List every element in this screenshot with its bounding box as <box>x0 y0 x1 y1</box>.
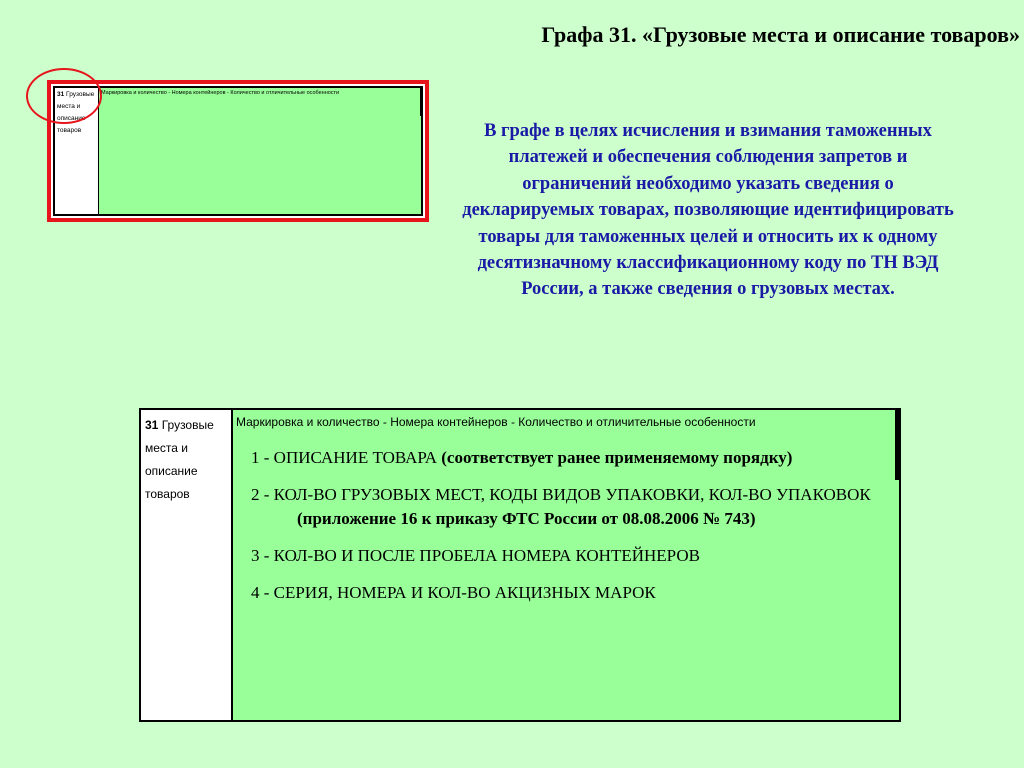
field-item-4: 4 - СЕРИЯ, НОМЕРА И КОЛ-ВО АКЦИЗНЫХ МАРОК <box>251 583 656 602</box>
highlight-circle <box>26 68 102 124</box>
slide-title: Графа 31. «Грузовые места и описание товаров» <box>541 22 1020 47</box>
field-item-1: 1 - ОПИСАНИЕ ТОВАРА (соответствует ранее применяемому порядку) <box>251 448 793 467</box>
field-content-cell <box>233 410 899 720</box>
field-item-2: 2 - КОЛ-ВО ГРУЗОВЫХ МЕСТ, КОДЫ ВИДОВ УПАКОВКИ, КОЛ-ВО УПАКОВОК (приложение 16 к приказу ФТС России от 08.08.2006 № 743) <box>251 485 871 528</box>
thumbnail-field-content-cell <box>99 88 421 214</box>
thumbnail-field-header: Маркировка и количество - Номера контейнеров - Количество и отличительные особенности <box>101 90 340 96</box>
thumbnail-field-number: 31 <box>57 91 65 98</box>
field-number: 31 <box>145 418 159 432</box>
field-header: Маркировка и количество - Номера контейнеров - Количество и отличительные особенности <box>236 415 756 429</box>
field-label-cell <box>141 410 233 720</box>
form-field-31 <box>139 408 901 722</box>
thumbnail-field-label: Грузовые места и описание товаров <box>57 91 95 134</box>
field-label: Грузовые места и описание товаров <box>145 418 214 501</box>
field-item-3: 3 - КОЛ-ВО И ПОСЛЕ ПРОБЕЛА НОМЕРА КОНТЕЙНЕРОВ <box>251 546 700 565</box>
field-border-tick <box>895 408 899 480</box>
form-thumbnail <box>47 80 429 222</box>
form-thumbnail-inner <box>53 86 423 216</box>
thumbnail-border-tick <box>420 88 421 116</box>
explanation-text: В графе в целях исчисления и взимания таможенных платежей и обеспечения соблюдения запретов и ограничений необходимо указать сведения о декларируемых товарах, позволяющие идентифицировать товары для таможенных целей и относить их к одному десятизначному классификационному коду по ТН ВЭД России, а также сведения о грузовых местах. <box>462 121 954 300</box>
field-items <box>251 446 871 618</box>
